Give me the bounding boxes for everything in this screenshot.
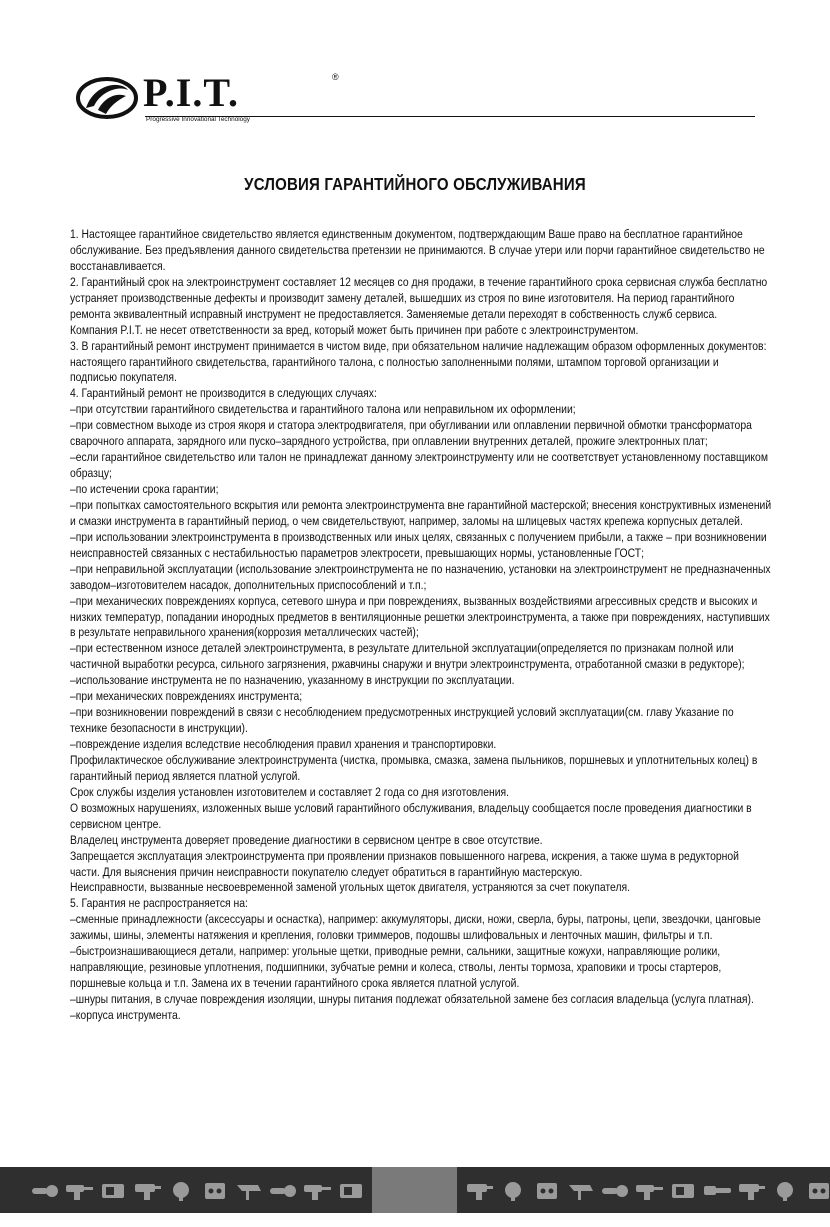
- generator-icon: [668, 1179, 699, 1201]
- text-line: Компания P.I.T. не несет ответственности за вред, который может быть причинен при работе с электроинструментом.: [70, 322, 639, 337]
- generator-icon: [336, 1179, 367, 1201]
- page-number-box: [372, 1167, 457, 1213]
- text-line: –при естественном износе деталей электроинструмента, в результате длительной эксплуатации(определяется по признакам полной или: [70, 641, 734, 656]
- text-line: –при попытках самостоятельного вскрытия или ремонта электроинструмента вне гарантийной мастерской; внесения конструктивных изменений: [70, 497, 772, 512]
- text-line: –при механических повреждениях инструмента;: [70, 689, 303, 704]
- text-line: –при использовании электроинструмента в производственных или иных целях, связанных с получением прибыли, а также – при возникновении: [70, 529, 767, 544]
- generator-icon: [98, 1179, 129, 1201]
- text-line: О возможных нарушениях, изложенных выше условий гарантийного обслуживания, владельцу сообщается после проведения диагностики в: [70, 800, 752, 815]
- text-line: 2. Гарантийный срок на электроинструмент составляет 12 месяцев со дня продажи, в течение гарантийного срока сервисная служба бесплатно: [70, 274, 768, 289]
- footer-icons-right: [464, 1167, 830, 1213]
- hammer-drill-icon: [736, 1179, 767, 1201]
- page-title: УСЛОВИЯ ГАРАНТИЙНОГО ОБСЛУЖИВАНИЯ: [244, 174, 586, 194]
- text-line: –при механических повреждениях корпуса, сетевого шнура и при повреждениях, вызванных воздействиями агрессивных средств и высоких и: [70, 593, 758, 608]
- text-line: восстанавливается.: [70, 258, 166, 273]
- text-line: ремонта эквивалентный исправный инструмент не предоставляется. Заменяемые детали переходят в собственность служб сервиса.: [70, 306, 718, 321]
- text-line: неисправностей связанных с нестабильностью параметров электросети, превышающих нормы, установленные ГОСТ;: [70, 545, 644, 560]
- text-line: –использование инструмента не по назначению, указанному в инструкции по эксплуатации.: [70, 673, 515, 688]
- angle-grinder-icon: [268, 1179, 299, 1201]
- text-line: 4. Гарантийный ремонт не производится в следующих случаях:: [70, 386, 377, 401]
- text-line: гарантийный период является платной услугой.: [70, 768, 301, 783]
- text-line: частичной выработки ресурса, сильного загрязнения, ржавчины снаружи и внутри электроинструмента, отработанной смазки в редукторе);: [70, 657, 745, 672]
- text-line: –корпуса инструмента.: [70, 1007, 181, 1022]
- text-line: низких температур, попадании инородных предметов в вентиляционные решетки электроинструмента, а также при повреждениях, наступивших: [70, 609, 770, 624]
- welder-icon: [532, 1179, 563, 1201]
- text-line: в результате неправильного хранения(коррозия металлических частей);: [70, 625, 419, 640]
- text-line: –при неправильной эксплуатации (использование электроинструмента не по назначению, установки на электроинструмент не предназначенных: [70, 561, 771, 576]
- text-line: –по истечении срока гарантии;: [70, 482, 219, 496]
- text-line: Срок службы изделия установлен изготовителем и составляет 2 года со дня изготовления.: [70, 784, 510, 799]
- footer-tool-strip: [0, 1167, 830, 1213]
- text-line: сварочного аппарата, зарядного или пуско–зарядного устройства, при оплавлении внутренних деталей, прожиге электронных плат;: [70, 434, 708, 449]
- text-line: –повреждение изделия вследствие несоблюдения правил хранения и транспортировки.: [70, 737, 497, 751]
- text-line: устраняет производственные дефекты и производит замену деталей, вышедших из строя по вине изготовителя. На период гарантийного: [70, 290, 735, 305]
- drill-icon: [64, 1179, 95, 1201]
- jigsaw-icon: [566, 1179, 597, 1201]
- text-line: –если гарантийное свидетельство или талон не принадлежат данному электроинструменту или не соответствует установленному поставщиком: [70, 450, 768, 465]
- mixer-icon: [166, 1179, 197, 1201]
- text-line: –при отсутствии гарантийного свидетельства и гарантийного талона или неправильном их оформлении;: [70, 402, 576, 417]
- text-line: обслуживание. Без предъявления данного свидетельства претензии не принимаются. В случае утери или порчи гарантийное свидетельство не: [70, 242, 765, 257]
- drill-icon: [302, 1179, 333, 1201]
- text-line: Владелец инструмента доверяет проведение диагностики в сервисном центре в свое отсутствие.: [70, 832, 543, 847]
- brand-tagline: Progressive Innovational Technology: [146, 116, 250, 123]
- welder-icon: [804, 1179, 830, 1201]
- hammer-drill-icon: [464, 1179, 495, 1201]
- text-line: образцу;: [70, 466, 112, 481]
- text-line: поршневые кольца и т.п. Замена их в течении гарантийного срока является платной услугой.: [70, 976, 520, 991]
- welder-icon: [200, 1179, 231, 1201]
- text-line: –при совместном выходе из строя якоря и статора электродвигателя, при обугливании или оплавлении первичной обмотки трансформатора: [70, 418, 752, 433]
- text-line: 3. В гарантийный ремонт инструмент принимается в чистом виде, при обязательном наличие надлежащим образом оформленных документов:: [70, 338, 767, 353]
- footer-icons-left: [30, 1167, 401, 1213]
- text-line: направляющие, резиновые уплотнения, подшипники, зубчатые ремни и колеса, стволы, ленты тормоза, храповики и тросы стартеров,: [70, 960, 722, 975]
- registered-mark: ®: [332, 72, 339, 82]
- text-line: технике безопасности в инструкции).: [70, 721, 248, 736]
- text-line: подписью покупателя.: [70, 370, 177, 385]
- text-line: 5. Гарантия не распространяется на:: [70, 896, 248, 911]
- drill-icon: [634, 1179, 665, 1201]
- text-line: настоящего гарантийного свидетельства, гарантийного талона, с полностью заполненными полями, штампом торговой организации и: [70, 354, 719, 369]
- text-line: Запрещается эксплуатация электроинструмента при проявлении признаков повышенного нагрева, искрения, а также шума в редукторной: [70, 848, 739, 863]
- jigsaw-icon: [234, 1179, 265, 1201]
- mixer-icon: [770, 1179, 801, 1201]
- text-line: Профилактическое обслуживание электроинструмента (чистка, промывка, смазка, замена пыльников, поршневых и уплотнительных колец) в: [70, 752, 758, 767]
- mixer-icon: [498, 1179, 529, 1201]
- hammer-drill-icon: [132, 1179, 163, 1201]
- angle-grinder-icon: [600, 1179, 631, 1201]
- text-line: Неисправности, вызванные несвоевременной заменой угольных щеток двигателя, устраняются за счет покупателя.: [70, 880, 631, 895]
- text-line: сервисном центре.: [70, 816, 162, 831]
- pit-logo-icon: [76, 76, 138, 120]
- chainsaw-icon: [702, 1179, 733, 1201]
- text-line: –шнуры питания, в случае повреждения изоляции, шнуры питания подлежат обязательной замене без согласия владельца (услуга платная).: [70, 992, 754, 1006]
- text-line: –сменные принадлежности (аксессуары и оснастка), например: аккумуляторы, диски, ножи, сверла, буры, патроны, цепи, звездочки, цанговые: [70, 912, 761, 927]
- text-line: и смазки инструмента в гарантийный период, о чем свидетельствуют, например, заломы на шлицевых частях крепежа корпусных деталей.: [70, 513, 743, 528]
- angle-grinder-icon: [30, 1179, 61, 1201]
- text-line: 1. Настоящее гарантийное свидетельство является единственным документом, подтверждающим Ваше право на бесплатное гарантийное: [70, 227, 743, 241]
- text-line: зажимы, шины, элементы натяжения и крепления, головки триммеров, подошвы шлифовальных и ленточных машин, фильтры и т.п.: [70, 928, 713, 943]
- text-line: –при возникновении повреждений в связи с несоблюдением предусмотренных инструкцией условий эксплуатации(см. главу Указание по: [70, 705, 734, 720]
- text-line: –быстроизнашивающиеся детали, например: угольные щетки, приводные ремни, сальники, защитные кожухи, направляющие ролики,: [70, 944, 721, 959]
- text-line: заводом–изготовителем насадок, дополнительных приспособлений и т.п.;: [70, 577, 427, 592]
- header: [76, 72, 755, 128]
- text-line: части. Для выяснения причин неисправности покупателю следует обратиться в гарантийную мастерскую.: [70, 864, 583, 879]
- warranty-terms: [70, 227, 771, 1024]
- brand-name: P.I.T.: [143, 70, 240, 115]
